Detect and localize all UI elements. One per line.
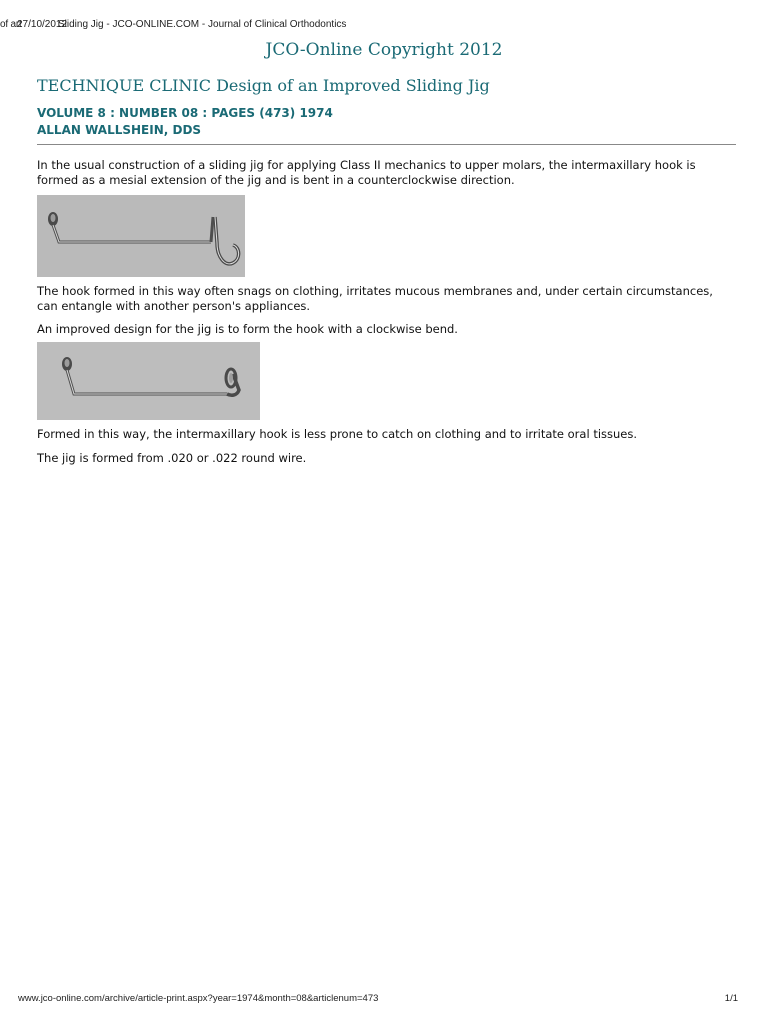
article-title: TECHNIQUE CLINIC Design of an Improved Sliding Jig [37,76,490,95]
sliding-jig-counterclockwise-photo [37,195,245,277]
print-footer-url[interactable]: www.jco-online.com/archive/article-print.aspx?year=1974&month=08&articlenum=473 [18,993,379,1004]
site-title: JCO-Online Copyright 2012 [265,40,503,60]
print-footer-page-number: 1/1 [724,993,738,1004]
print-footer [0,993,768,1007]
print-header-title: Sliding Jig - JCO-ONLINE.COM - Journal of Clinical Orthodontics [58,19,347,30]
author-line: ALLAN WALLSHEIN, DDS [37,123,202,137]
paragraph: The jig is formed from .020 or .022 round wire. [37,451,307,465]
print-header [0,19,768,33]
paragraph: Formed in this way, the intermaxillary hook is less prone to catch on clothing and to irritate oral tissues. [37,427,638,441]
paragraph: In the usual construction of a sliding jig for applying Class II mechanics to upper molars, the intermaxillary hook is formed as a mesial extension of the jig and is bent in a counterclockwise direction. [37,158,696,187]
paragraph: The hook formed in this way often snags on clothing, irritates mucous membranes and, under certain circumstances, can entangle with another person's appliances. [37,284,713,313]
print-header-fragment: of art [0,19,22,30]
sliding-jig-clockwise-photo [37,342,260,420]
divider [37,144,736,145]
paragraph: An improved design for the jig is to form the hook with a clockwise bend. [37,322,458,336]
print-header-date: 27/10/2012 [17,19,68,30]
volume-line: VOLUME 8 : NUMBER 08 : PAGES (473) 1974 [37,106,333,120]
